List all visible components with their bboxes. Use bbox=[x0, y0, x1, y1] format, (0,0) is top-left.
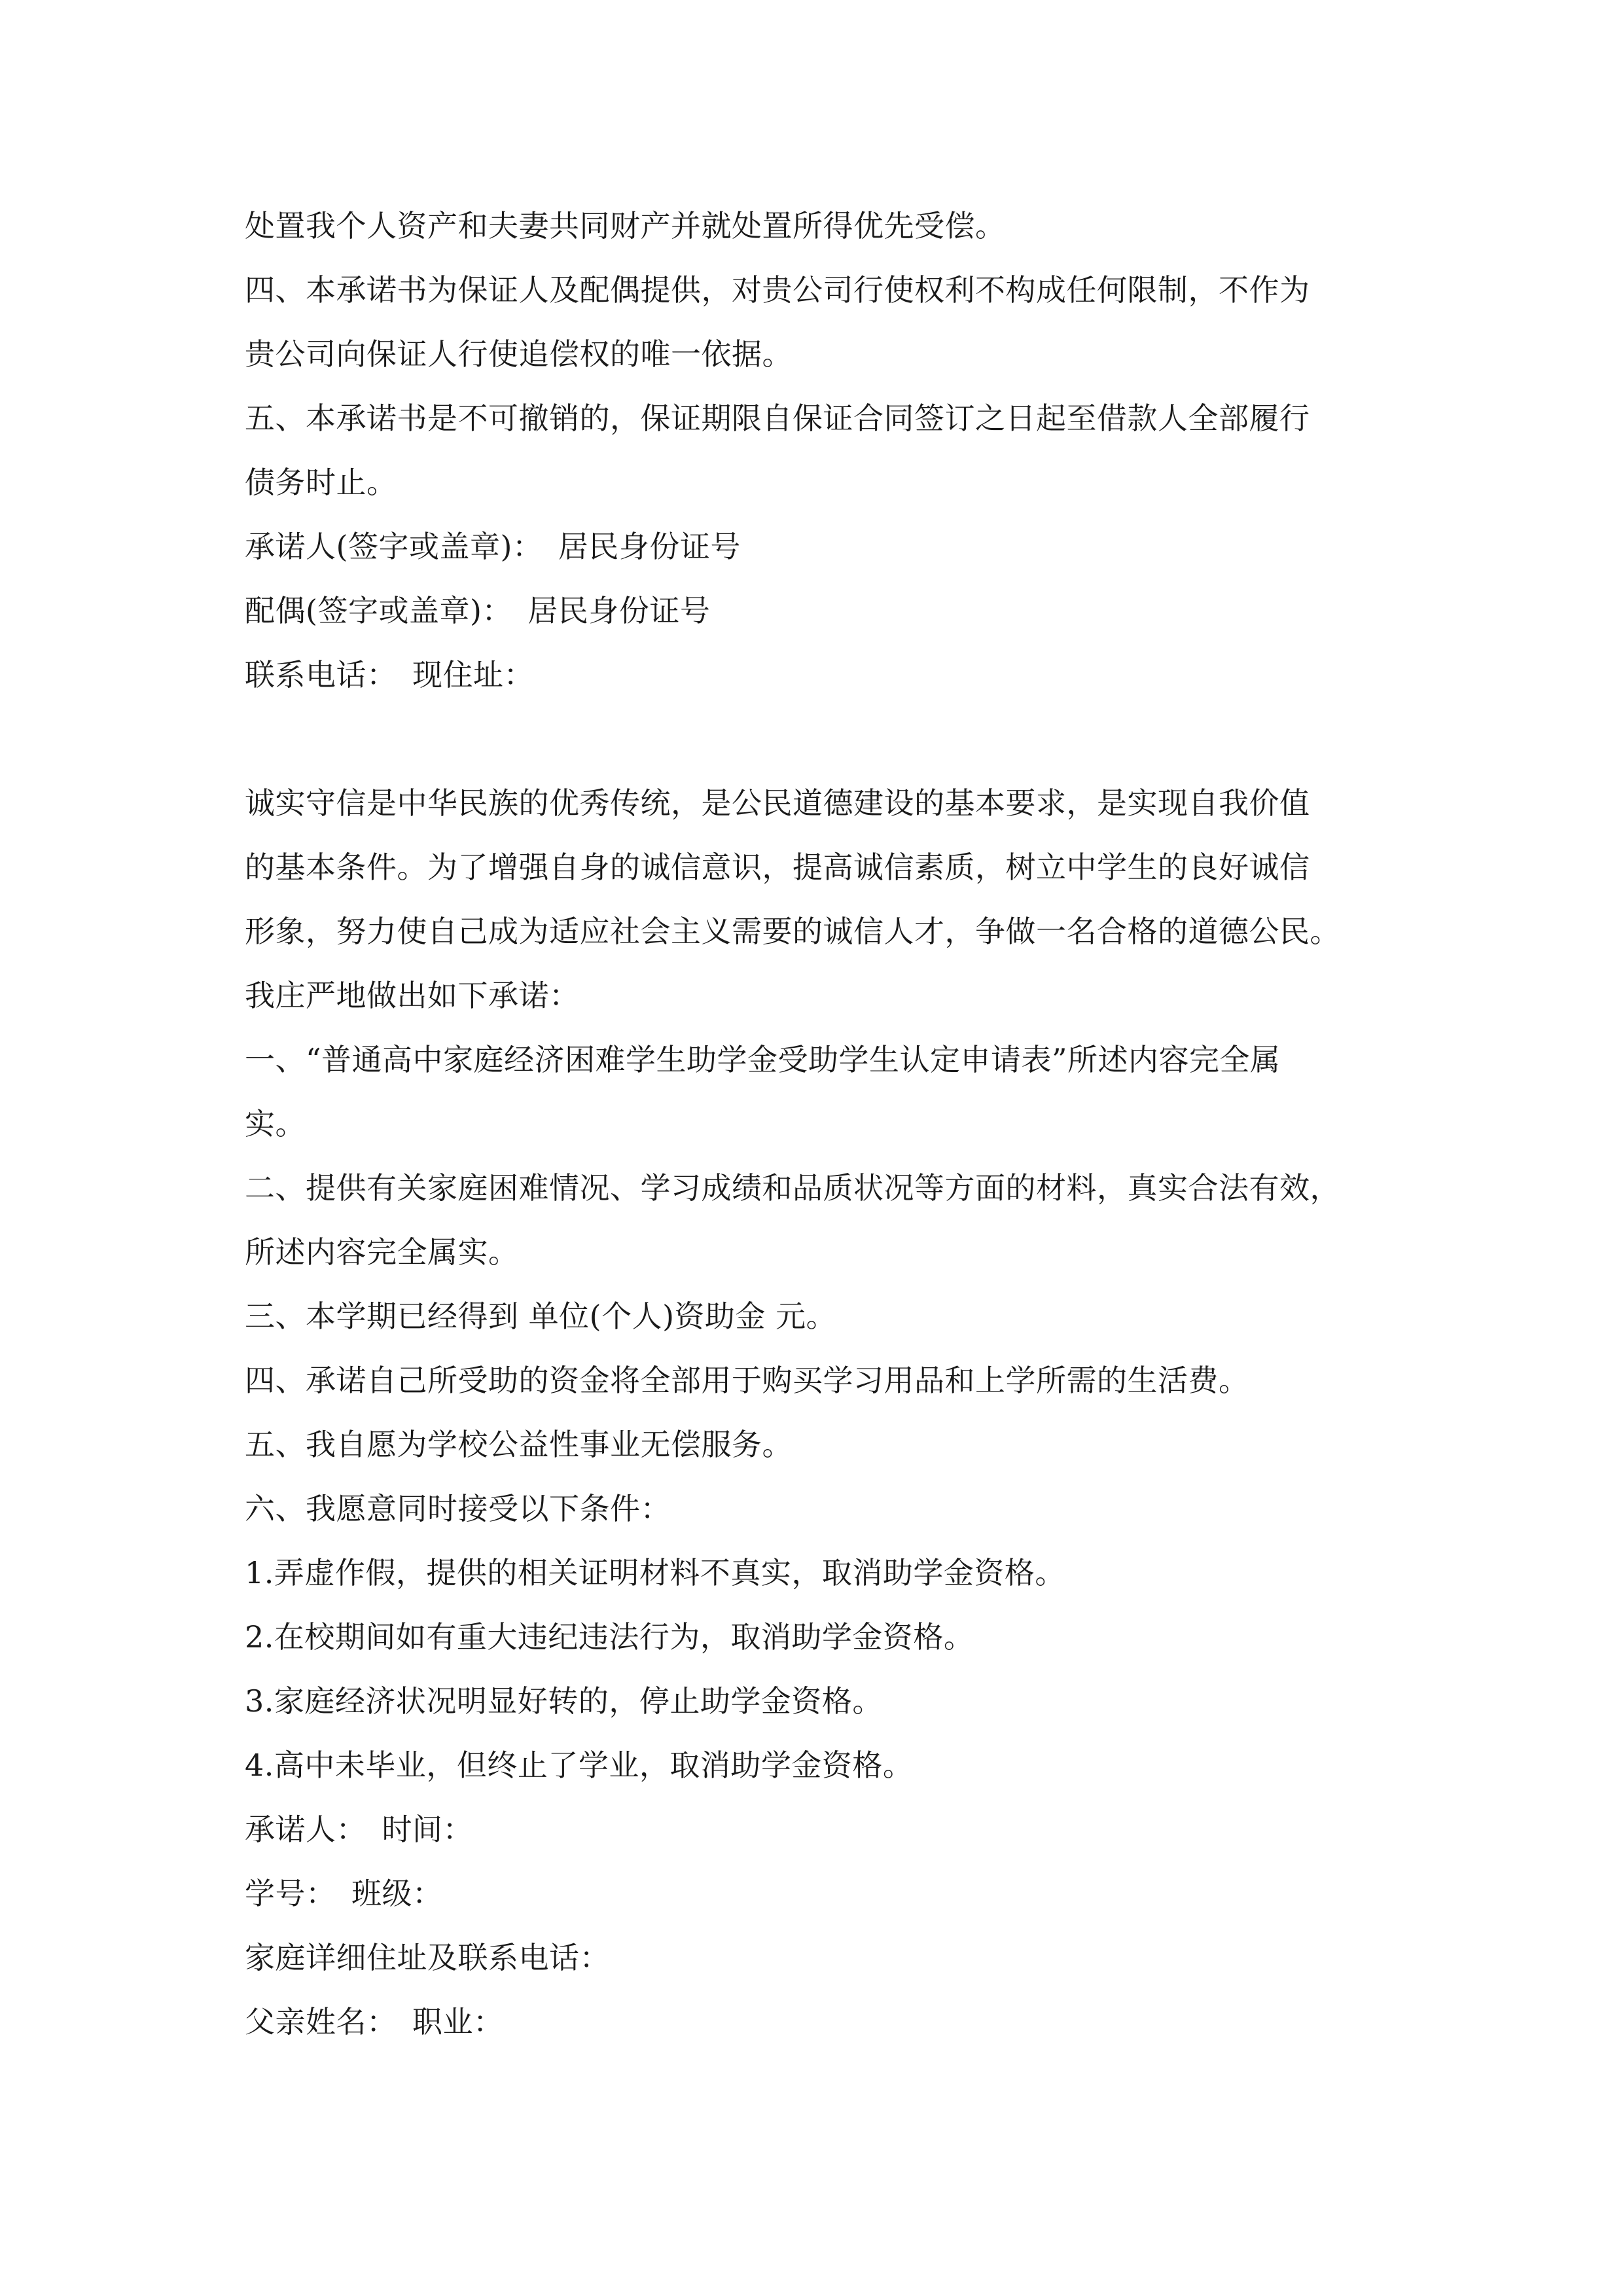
text-line: 我庄严地做出如下承诺： bbox=[245, 978, 580, 1013]
address-phone-line: 家庭详细住址及联系电话： bbox=[245, 1940, 610, 1975]
text-line: 四、本承诺书为保证人及配偶提供，对贵公司行使权利不构成任何限制，不作为 bbox=[245, 272, 1310, 308]
pledge-item: 三、本学期已经得到 单位(个人)资助金 元。 bbox=[245, 1299, 837, 1334]
student-id-class-line: 学号： 班级： bbox=[245, 1876, 443, 1911]
condition-item: 3.家庭经济状况明显好转的，停止助学金资格。 bbox=[245, 1683, 883, 1719]
text-line: 五、本承诺书是不可撤销的，保证期限自保证合同签订之日起至借款人全部履行 bbox=[245, 401, 1310, 436]
pledge-item: 五、我自愿为学校公益性事业无偿服务。 bbox=[245, 1427, 793, 1462]
condition-item: 1.弄虚作假，提供的相关证明材料不真实，取消助学金资格。 bbox=[245, 1555, 1065, 1590]
contact-line: 联系电话： 现住址： bbox=[245, 657, 534, 692]
pledge-item: 一、“普通高中家庭经济困难学生助学金受助学生认定申请表”所述内容完全属 bbox=[245, 1042, 1281, 1077]
text-line: 的基本条件。为了增强自身的诚信意识，提高诚信素质，树立中学生的良好诚信 bbox=[245, 850, 1310, 885]
pledge-item: 六、我愿意同时接受以下条件： bbox=[245, 1491, 671, 1526]
text-line: 处置我个人资产和夫妻共同财产并就处置所得优先受偿。 bbox=[245, 208, 1006, 243]
integrity-pledge-section bbox=[245, 771, 1383, 2054]
signature-line-spouse: 配偶(签字或盖章)： 居民身份证号 bbox=[245, 593, 711, 628]
condition-item: 4.高中未毕业，但终止了学业，取消助学金资格。 bbox=[245, 1748, 914, 1783]
father-info-line: 父亲姓名： 职业： bbox=[245, 2004, 504, 2039]
guarantee-section bbox=[245, 194, 1383, 707]
pledge-item: 四、承诺自己所受助的资金将全部用于购买学习用品和上学所需的生活费。 bbox=[245, 1363, 1249, 1398]
pledge-item: 实。 bbox=[245, 1106, 306, 1141]
condition-item: 2.在校期间如有重大违纪违法行为，取消助学金资格。 bbox=[245, 1619, 974, 1655]
pledge-item: 二、提供有关家庭困难情况、学习成绩和品质状况等方面的材料，真实合法有效， bbox=[245, 1170, 1340, 1206]
text-line: 贵公司向保证人行使追偿权的唯一依据。 bbox=[245, 336, 793, 372]
signature-line-promisor: 承诺人(签字或盖章)： 居民身份证号 bbox=[245, 529, 741, 564]
text-line: 诚实守信是中华民族的优秀传统，是公民道德建设的基本要求，是实现自我价值 bbox=[245, 785, 1310, 821]
signature-line-student: 承诺人： 时间： bbox=[245, 1812, 473, 1847]
document-body bbox=[245, 194, 1383, 2054]
pledge-item: 所述内容完全属实。 bbox=[245, 1234, 519, 1270]
text-line: 形象，努力使自己成为适应社会主义需要的诚信人才，争做一名合格的道德公民。 bbox=[245, 914, 1340, 949]
text-line: 债务时止。 bbox=[245, 465, 397, 500]
